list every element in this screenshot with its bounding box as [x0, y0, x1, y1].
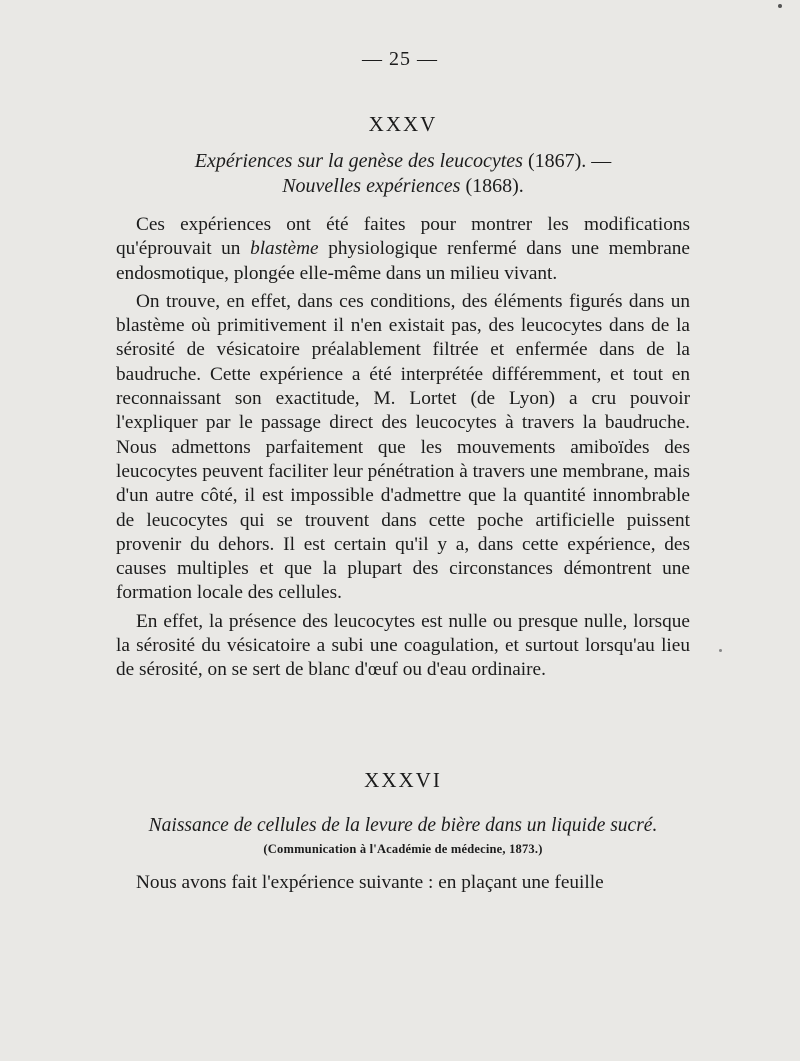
paragraph: On trouve, en effet, dans ces conditions, des éléments figurés dans un blastème où primitivement il n'en existait pas, des leucocytes dans de la sérosité de vésicatoire préalablement filtrée et enfermée dans de la baudruche. Cette expérience a été interprétée différemment, et tout en reconnaissant son exactitude, M. Lortet (de Lyon) a cru pouvoir l'expliquer par le passage direct des leucocytes à travers la baudruche. Nous admettons parfaitement que les mouvements amiboïdes des leucocytes peuvent faciliter leur pénétration à travers une membrane, mais d'un autre côté, il est impossible d'admettre que la quantité innombrable de leucocytes qui se trouvent dans cette poche artificielle puissent provenir du dehors. Il est certain qu'il y a, dans cette expérience, des causes multiples et que la plupart des circonstances démontrent une formation locale des cellules.: [116, 290, 690, 604]
paragraph-emphasis: blastème: [250, 238, 319, 260]
section-numeral: XXXVI: [364, 768, 442, 792]
paragraph: En effet, la présence des leucocytes est nulle ou presque nulle, lorsque la sérosité du vésicatoire a subi une coagulation, et surtout lorsqu'au lieu de sérosité, on se sert de blanc d'œuf ou d'eau ordinaire.: [116, 610, 690, 681]
paper-speck: [719, 649, 722, 652]
section-title-line-2: [116, 174, 690, 199]
paragraph-text: Ces expériences ont été faites pour montrer les modifications qu'éprouvait un: [116, 214, 690, 260]
section-title-date: (1867). —: [522, 150, 612, 172]
section-title: Naissance de cellules de la levure de bière dans un liquide sucré.: [148, 815, 658, 836]
section-numeral: XXXV: [368, 112, 438, 136]
paragraph: Nous avons fait l'expérience suivante : en plaçant une feuille: [136, 872, 604, 893]
section-title-italic: Expériences sur la genèse des leucocytes: [194, 150, 523, 172]
section-title-italic: Nouvelles expériences: [282, 175, 461, 197]
section-title-date: (1868).: [460, 175, 524, 197]
section-note: (Communication à l'Académie de médecine, 1873.): [263, 842, 543, 856]
section-36: [116, 768, 690, 895]
section-35: [116, 112, 690, 683]
section-title: [116, 149, 690, 199]
paragraph-text: physiologique renfermé dans une membrane endosmotique, plongée elle-même dans un milieu vivant.: [116, 238, 690, 284]
section-title-line-1: [116, 149, 690, 174]
page-number: — 25 —: [362, 48, 438, 70]
paragraph: [116, 213, 690, 286]
paper-speck: [778, 4, 782, 8]
